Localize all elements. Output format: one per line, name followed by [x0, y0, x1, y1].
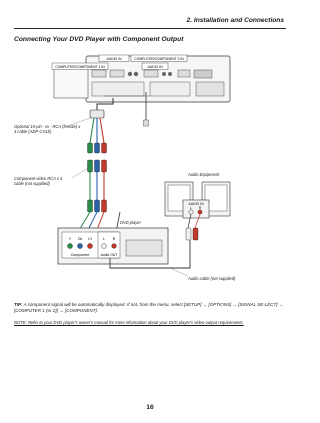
audio-equipment-illustration [165, 182, 230, 218]
tip-label: TIP: [14, 302, 23, 307]
tip-paragraph [14, 302, 288, 315]
adapter-rca-plugs [88, 143, 107, 153]
header-title: 2. Installation and Connections [186, 17, 284, 24]
tip-text: A component signal will be automatically displayed. If not, from the menu, select [SETUP] → [OPTIONS] → [SIGNAL SE-LECT] → [COMPUTER 1 (or 2)] → [COMPONENT]. [14, 302, 284, 314]
note-paragraph: NOTE: Refer to your DVD player's owner's manual for more information about your DVD player's video output requirements. [14, 320, 244, 325]
label-audio-in-2: AUDIO IN [147, 64, 163, 69]
dvd-label-audio-out: Audio OUT [100, 253, 118, 257]
page-number: 16 [146, 404, 154, 411]
speaker-label-audio-in: AUDIO IN [188, 202, 204, 206]
callout-audio-cable: Audio cable (not supplied) [188, 276, 236, 281]
adapter-rca-tails [90, 118, 104, 143]
vga-plug [90, 110, 104, 118]
component-video-cable-plugs-bottom [78, 200, 120, 232]
dvd-label-l: L [103, 237, 105, 241]
component-video-cable [90, 172, 104, 200]
callout-audio-equipment: Audio Equipment [188, 172, 220, 177]
label-computer-component-2-in: COMPUTER/COMPONENT 2 IN [134, 56, 184, 61]
speaker-label-l: L [190, 206, 192, 210]
dvd-label-component: Component [70, 253, 90, 257]
dvd-label-r: R [112, 237, 116, 241]
callout-cable-adapter: Optional 15-pin - to - RCA (female) x 3 cable (ADP-CV1E) [14, 124, 81, 134]
label-computer-component-1-in: COMPUTER/COMPONENT 1 IN [55, 64, 105, 69]
label-audio-in-1: AUDIO IN [106, 56, 122, 61]
dvd-label-cb: Cb [77, 237, 83, 241]
component-video-cable-plugs-top [88, 160, 107, 172]
dvd-player-illustration [58, 228, 168, 264]
speaker-label-r: R [198, 206, 202, 210]
callout-component-cable: Component video RCA x 3 cable (not supplied) [14, 176, 63, 186]
section-title: Connecting Your DVD Player with Component Output [14, 36, 184, 43]
dvd-label-cr: Cr [88, 237, 92, 241]
callout-dvd-player: DVD player [120, 220, 141, 225]
dvd-label-y: Y [68, 237, 72, 241]
